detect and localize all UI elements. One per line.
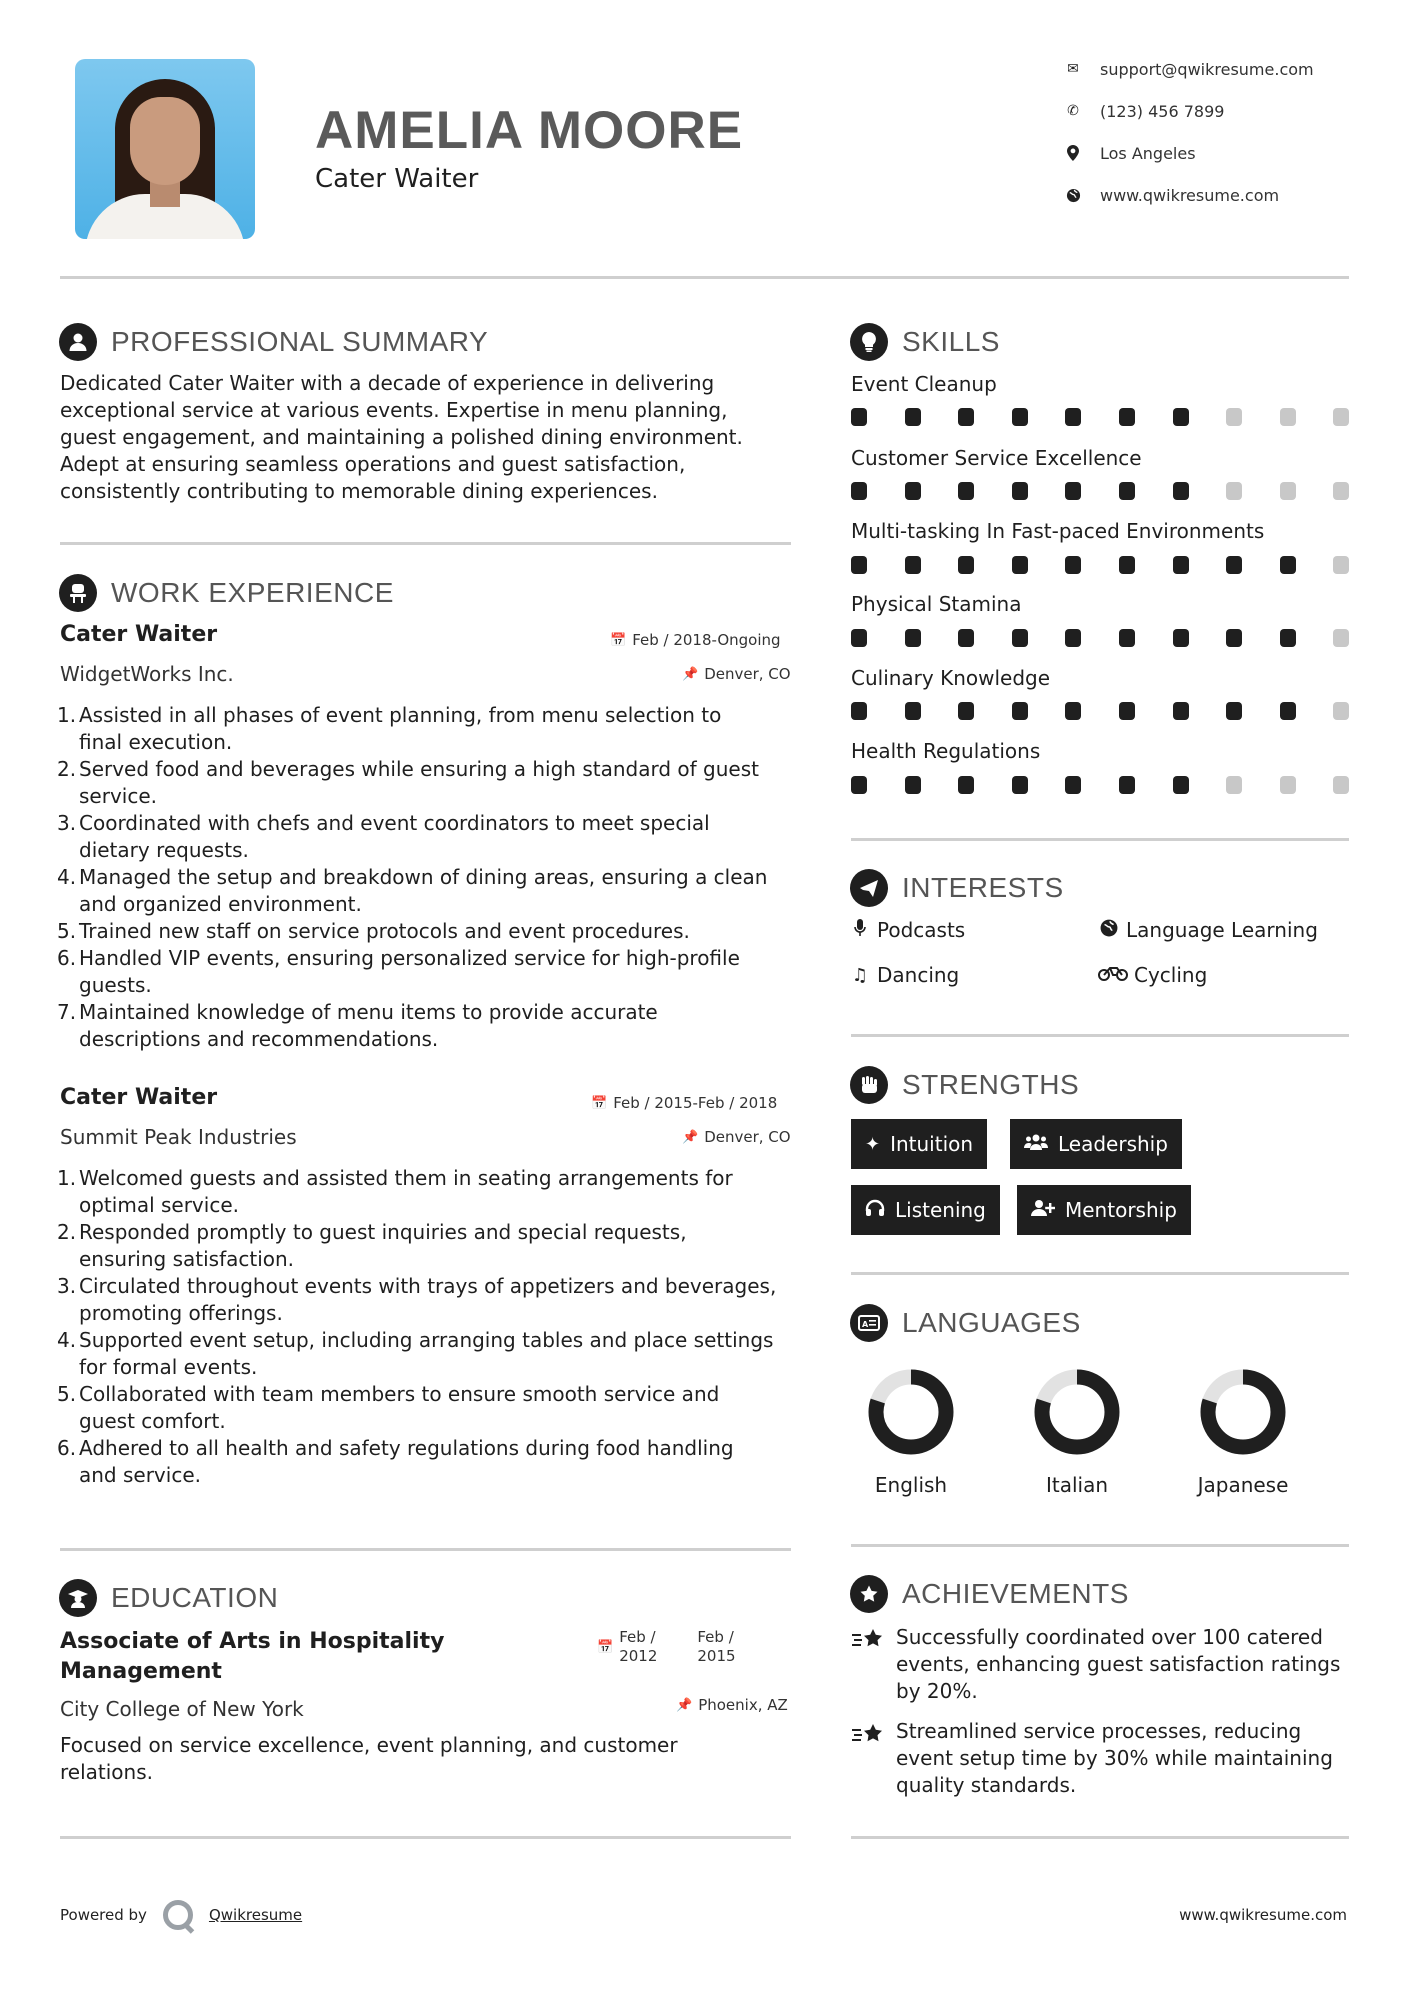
skill-dot-filled <box>851 702 867 720</box>
skill-dot-filled <box>905 408 921 426</box>
skill-dot-filled <box>905 482 921 500</box>
skill-dot-filled <box>958 408 974 426</box>
skill-dot-filled <box>851 776 867 794</box>
job-1-company: WidgetWorks Inc. <box>60 662 234 686</box>
education-school: City College of New York <box>60 1697 304 1721</box>
skill-dot-filled <box>1173 776 1189 794</box>
list-item: 3. Circulated throughout events with trays of appetizers and beverages, promoting offerings. <box>57 1274 777 1325</box>
skill-dot-filled <box>1065 556 1081 574</box>
work-section-header <box>59 573 394 613</box>
skill-rating <box>851 408 1351 426</box>
skill-name: Physical Stamina <box>851 592 1022 616</box>
skill-dot-filled <box>1173 482 1189 500</box>
skill-dot-filled <box>1012 408 1028 426</box>
strengths-section-header <box>850 1065 1079 1105</box>
summary-text: Dedicated Cater Waiter with a decade of experience in delivering exceptional service at various events. Expertise in menu planning, guest engagement, and maintaining a polished dining environment. Adept at ensuring seamless operations and guest satisfaction, consistently contributing to memorable dining experiences. <box>60 371 743 503</box>
list-item: 4. Supported event setup, including arranging tables and place settings for formal events. <box>57 1328 774 1379</box>
location-pin-icon <box>1064 144 1082 162</box>
job-2-responsibilities <box>57 1165 800 1489</box>
job-2-title: Cater Waiter <box>60 1085 218 1110</box>
education-heading: EDUCATION <box>111 1582 279 1613</box>
skill-dot-empty <box>1333 556 1349 574</box>
skill-dot-filled <box>905 629 921 647</box>
summary-divider <box>60 542 791 545</box>
list-item: 2. Served food and beverages while ensuring a high standard of guest service. <box>57 757 759 808</box>
strength-tag: Leadership <box>1010 1119 1182 1169</box>
skill-name: Health Regulations <box>851 739 1041 763</box>
contact-location <box>1064 141 1364 165</box>
interest-item: ♫ Dancing <box>849 963 959 987</box>
chair-icon <box>59 574 97 612</box>
strengths-divider <box>851 1272 1349 1275</box>
job-1-location: 📌 Denver, CO <box>682 665 791 683</box>
skill-dot-filled <box>1119 629 1135 647</box>
achievement-item: Streamlined service processes, reducing event setup time by 30% while maintaining quality standards. <box>896 1719 1333 1797</box>
skill-dot-empty <box>1226 776 1242 794</box>
skills-heading: SKILLS <box>902 326 1000 357</box>
skill-name: Culinary Knowledge <box>851 666 1051 690</box>
candidate-title: Cater Waiter <box>315 164 479 194</box>
language-ring <box>868 1369 954 1455</box>
skill-dot-empty <box>1280 482 1296 500</box>
skill-dot-filled <box>1012 776 1028 794</box>
lightbulb-icon <box>850 323 888 361</box>
skill-dot-filled <box>1012 702 1028 720</box>
skill-dot-filled <box>958 776 974 794</box>
skill-rating <box>851 776 1351 794</box>
job-2-location: 📌 Denver, CO <box>682 1128 791 1146</box>
skill-dot-empty <box>1280 408 1296 426</box>
pushpin-icon: 📌 <box>676 1697 693 1713</box>
skill-dot-filled <box>851 629 867 647</box>
skill-dot-filled <box>851 408 867 426</box>
header-divider <box>60 276 1349 279</box>
skill-dot-filled <box>1065 629 1081 647</box>
microphone-icon <box>849 919 871 942</box>
skill-dot-filled <box>1280 556 1296 574</box>
education-location: 📌 Phoenix, AZ <box>676 1696 788 1714</box>
globe-icon <box>1064 186 1082 204</box>
skill-dot-filled <box>1012 629 1028 647</box>
skill-dot-empty <box>1333 629 1349 647</box>
list-item: 1. Welcomed guests and assisted them in seating arrangements for optimal service. <box>57 1166 733 1217</box>
skill-name: Customer Service Excellence <box>851 446 1142 470</box>
qwikresume-link[interactable]: Qwikresume <box>208 1906 303 1924</box>
skill-dot-filled <box>1280 702 1296 720</box>
summary-heading: PROFESSIONAL SUMMARY <box>111 326 489 357</box>
list-item: 2. Responded promptly to guest inquiries and special requests, ensuring satisfaction. <box>57 1220 687 1271</box>
skill-dot-filled <box>1173 408 1189 426</box>
languages-section-header <box>850 1303 1081 1343</box>
skill-dot-empty <box>1333 702 1349 720</box>
contact-phone[interactable] <box>1064 99 1364 123</box>
contact-location-text: Los Angeles <box>1100 143 1196 163</box>
phone-icon: ✆ <box>1067 103 1079 119</box>
calendar-icon: 📅 <box>597 1640 614 1655</box>
globe-icon <box>1098 919 1120 942</box>
language-ring <box>1200 1369 1286 1455</box>
achievements-heading: ACHIEVEMENTS <box>902 1578 1129 1609</box>
footer-website-link[interactable]: www.qwikresume.com <box>1179 1906 1347 1924</box>
skill-dot-filled <box>1119 408 1135 426</box>
contact-email-text: support@qwikresume.com <box>1100 59 1314 79</box>
contact-email[interactable] <box>1064 57 1364 81</box>
shooting-star-icon <box>851 1626 885 1656</box>
svg-text:A: A <box>862 1320 869 1329</box>
skill-dot-filled <box>851 482 867 500</box>
skill-rating <box>851 556 1351 574</box>
users-icon <box>1024 1133 1048 1156</box>
calendar-icon: 📅 <box>610 632 627 648</box>
strength-tag: Mentorship <box>1017 1185 1191 1235</box>
skill-dot-filled <box>1119 556 1135 574</box>
education-section-header <box>59 1578 278 1618</box>
skill-dot-filled <box>905 702 921 720</box>
skill-dot-filled <box>1065 776 1081 794</box>
skill-dot-filled <box>1226 556 1242 574</box>
music-note-icon: ♫ <box>851 964 869 986</box>
work-divider <box>60 1548 791 1551</box>
skill-dot-filled <box>905 776 921 794</box>
skill-dot-filled <box>905 556 921 574</box>
education-dates: 📅 Feb / 2012 Feb / 2015 <box>597 1628 736 1665</box>
envelope-icon: ✉ <box>1067 61 1079 77</box>
skills-divider <box>851 838 1349 841</box>
skill-dot-filled <box>958 629 974 647</box>
interests-divider <box>851 1034 1349 1037</box>
list-item: 3. Coordinated with chefs and event coordinators to meet special dietary requests. <box>57 811 710 862</box>
education-degree: Associate of Arts in Hospitality Management <box>60 1629 445 1684</box>
list-item: 7. Maintained knowledge of menu items to provide accurate descriptions and recommendations. <box>57 1000 658 1051</box>
job-1-responsibilities <box>57 702 800 1053</box>
skill-dot-empty <box>1333 776 1349 794</box>
language-label: English <box>874 1473 948 1497</box>
achievements-divider <box>851 1836 1349 1839</box>
list-item: 5. Trained new staff on service protocols and event procedures. <box>57 919 690 943</box>
job-2-date: 📅 Feb / 2015-Feb / 2018 <box>591 1094 778 1112</box>
language-label: Japanese <box>1197 1473 1289 1497</box>
skill-name: Event Cleanup <box>851 372 997 396</box>
contact-website[interactable] <box>1064 183 1364 207</box>
interest-item: Cycling <box>1098 963 1207 987</box>
skill-dot-empty <box>1280 776 1296 794</box>
contact-website-text: www.qwikresume.com <box>1100 185 1280 205</box>
skill-name: Multi-tasking In Fast-paced Environments <box>851 519 1265 543</box>
skills-section-header <box>850 322 1000 362</box>
work-heading: WORK EXPERIENCE <box>111 577 394 608</box>
education-divider <box>60 1836 791 1839</box>
calendar-icon: 📅 <box>591 1095 608 1111</box>
skill-dot-filled <box>958 482 974 500</box>
strengths-heading: STRENGTHS <box>902 1069 1080 1100</box>
job-2-company: Summit Peak Industries <box>60 1125 297 1149</box>
powered-by-label: Powered by <box>60 1906 147 1924</box>
skill-dot-filled <box>1065 408 1081 426</box>
languages-heading: LANGUAGES <box>902 1307 1081 1338</box>
skill-dot-filled <box>1012 556 1028 574</box>
skill-dot-filled <box>851 556 867 574</box>
list-item: 1. Assisted in all phases of event planning, from menu selection to final execution. <box>57 703 722 754</box>
qwikresume-logo-icon <box>163 1900 193 1930</box>
skill-dot-filled <box>1173 702 1189 720</box>
skill-dot-filled <box>1280 629 1296 647</box>
interests-section-header <box>850 868 1064 908</box>
candidate-name: AMELIA MOORE <box>315 101 744 160</box>
star-badge-icon <box>850 1575 888 1613</box>
footer-powered-by <box>60 1900 302 1930</box>
paper-plane-icon <box>850 869 888 907</box>
skill-dot-filled <box>1226 702 1242 720</box>
skill-dot-filled <box>1119 482 1135 500</box>
bicycle-icon <box>1098 965 1128 986</box>
profile-photo <box>75 59 255 239</box>
interest-item: Podcasts <box>849 918 965 942</box>
list-item: 6. Handled VIP events, ensuring personalized service for high-profile guests. <box>57 946 740 997</box>
job-1-date: 📅 Feb / 2018-Ongoing <box>610 631 781 649</box>
language-ring <box>1034 1369 1120 1455</box>
shooting-star-icon <box>851 1721 885 1751</box>
skill-dot-empty <box>1333 408 1349 426</box>
languages-divider <box>851 1544 1349 1547</box>
skill-dot-empty <box>1333 482 1349 500</box>
achievement-item: Successfully coordinated over 100 catered events, enhancing guest satisfaction ratings by 20%. <box>896 1625 1341 1703</box>
magic-wand-icon: ✦ <box>865 1133 881 1155</box>
skill-rating <box>851 629 1351 647</box>
list-item: 4. Managed the setup and breakdown of dining areas, ensuring a clean and organized environment. <box>57 865 768 916</box>
user-icon <box>59 323 97 361</box>
achievements-section-header <box>850 1574 1129 1614</box>
skill-rating <box>851 482 1351 500</box>
user-plus-icon <box>1031 1199 1055 1222</box>
contact-phone-text: (123) 456 7899 <box>1100 101 1225 121</box>
pushpin-icon: 📌 <box>682 666 699 682</box>
skill-dot-filled <box>1119 702 1135 720</box>
skill-dot-filled <box>958 556 974 574</box>
strength-tag: Listening <box>851 1185 1000 1235</box>
skill-rating <box>851 702 1351 720</box>
interests-heading: INTERESTS <box>902 872 1064 903</box>
skill-dot-filled <box>1173 556 1189 574</box>
skill-dot-filled <box>958 702 974 720</box>
language-label: Italian <box>1045 1473 1109 1497</box>
language-card-icon <box>850 1304 888 1342</box>
skill-dot-filled <box>1012 482 1028 500</box>
pushpin-icon: 📌 <box>682 1129 699 1145</box>
skill-dot-filled <box>1226 629 1242 647</box>
list-item: 5. Collaborated with team members to ensure smooth service and guest comfort. <box>57 1382 720 1433</box>
skill-dot-empty <box>1226 408 1242 426</box>
strength-tag: ✦ Intuition <box>851 1119 987 1169</box>
graduate-icon <box>59 1579 97 1617</box>
summary-section-header <box>59 322 488 362</box>
skill-dot-empty <box>1226 482 1242 500</box>
skill-dot-filled <box>1065 482 1081 500</box>
skill-dot-filled <box>1119 776 1135 794</box>
headphones-icon <box>865 1199 885 1222</box>
skill-dot-filled <box>1173 629 1189 647</box>
fist-icon <box>850 1066 888 1104</box>
interest-item: Language Learning <box>1098 918 1318 942</box>
job-1-title: Cater Waiter <box>60 622 218 647</box>
education-description: Focused on service excellence, event planning, and customer relations. <box>60 1733 678 1784</box>
list-item: 6. Adhered to all health and safety regulations during food handling and service. <box>57 1436 734 1487</box>
skill-dot-filled <box>1065 702 1081 720</box>
